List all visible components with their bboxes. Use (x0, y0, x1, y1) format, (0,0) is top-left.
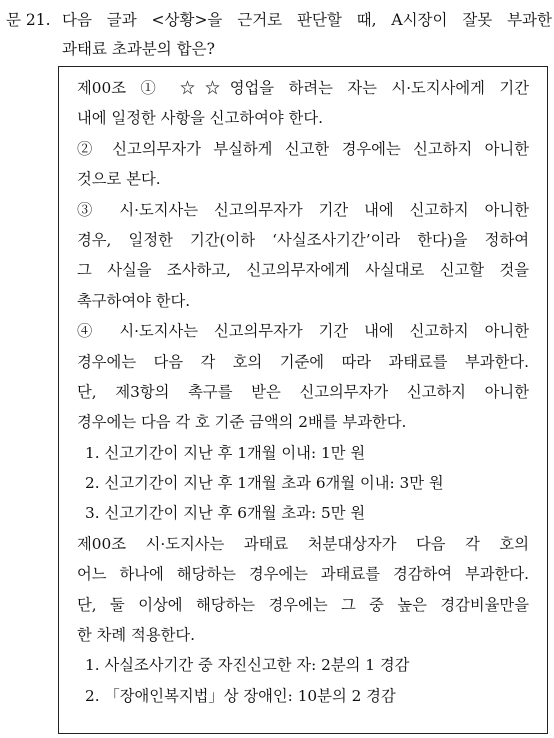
box-line: ④ 시·도지사는 신고의무자가 기간 내에 신고하지 아니한 (77, 322, 529, 341)
box-line: 경우, 일정한 기간(이하 ‘사실조사기간’이라 한다)을 정하여 (77, 230, 529, 249)
box-list-item: 1. 사실조사기간 중 자진신고한 자: 2분의 1 경감 (85, 656, 410, 675)
box-line: 촉구하여야 한다. (77, 291, 191, 310)
box-list-item: 2. 「장애인복지법」상 장애인: 10분의 2 경감 (85, 686, 396, 705)
question-number: 문 21. (6, 11, 51, 29)
box-line: 제00조 시·도지사는 과태료 처분대상자가 다음 각 호의 (77, 534, 529, 553)
question-text-line-1: 다음 글과 <상황>을 근거로 판단할 때, A시장이 잘못 부과한 (62, 11, 552, 29)
question (6, 6, 552, 64)
box-line: 경우에는 다음 각 호의 기준에 따라 과태료를 부과한다. (77, 352, 529, 371)
box-line: 단, 제3항의 촉구를 받은 신고의무자가 신고하지 아니한 (77, 382, 529, 401)
statute-box (58, 66, 548, 734)
box-line: 어느 하나에 해당하는 경우에는 과태료를 경감하여 부과한다. (77, 565, 529, 584)
box-list-item: 1. 신고기간이 지난 후 1개월 이내: 1만 원 (85, 443, 366, 462)
question-line-2 (6, 35, 552, 64)
question-text-line-2: 과태료 초과분의 합은? (62, 40, 215, 58)
box-line: 단, 둘 이상에 해당하는 경우에는 그 중 높은 경감비율만을 (77, 595, 529, 614)
box-line: 그 사실을 조사하고, 신고의무자에게 사실대로 신고할 것을 (77, 261, 529, 280)
question-line-1 (6, 6, 552, 35)
box-line: ② 신고의무자가 부실하게 신고한 경우에는 신고하지 아니한 (77, 139, 529, 158)
box-line: 내에 일정한 사항을 신고하여야 한다. (77, 109, 323, 128)
box-line: 제00조 ① ☆☆영업을 하려는 자는 시·도지사에게 기간 (77, 79, 529, 97)
box-line: 한 차례 적용한다. (77, 626, 196, 645)
box-line: 경우에는 다음 각 호 기준 금액의 2배를 부과한다. (77, 413, 407, 432)
box-list-item: 2. 신고기간이 지난 후 1개월 초과 6개월 이내: 3만 원 (85, 474, 444, 493)
box-line: 것으로 본다. (77, 170, 161, 189)
box-line: ③ 시·도지사는 신고의무자가 기간 내에 신고하지 아니한 (77, 200, 529, 219)
box-list-item: 3. 신고기간이 지난 후 6개월 초과: 5만 원 (85, 504, 366, 523)
